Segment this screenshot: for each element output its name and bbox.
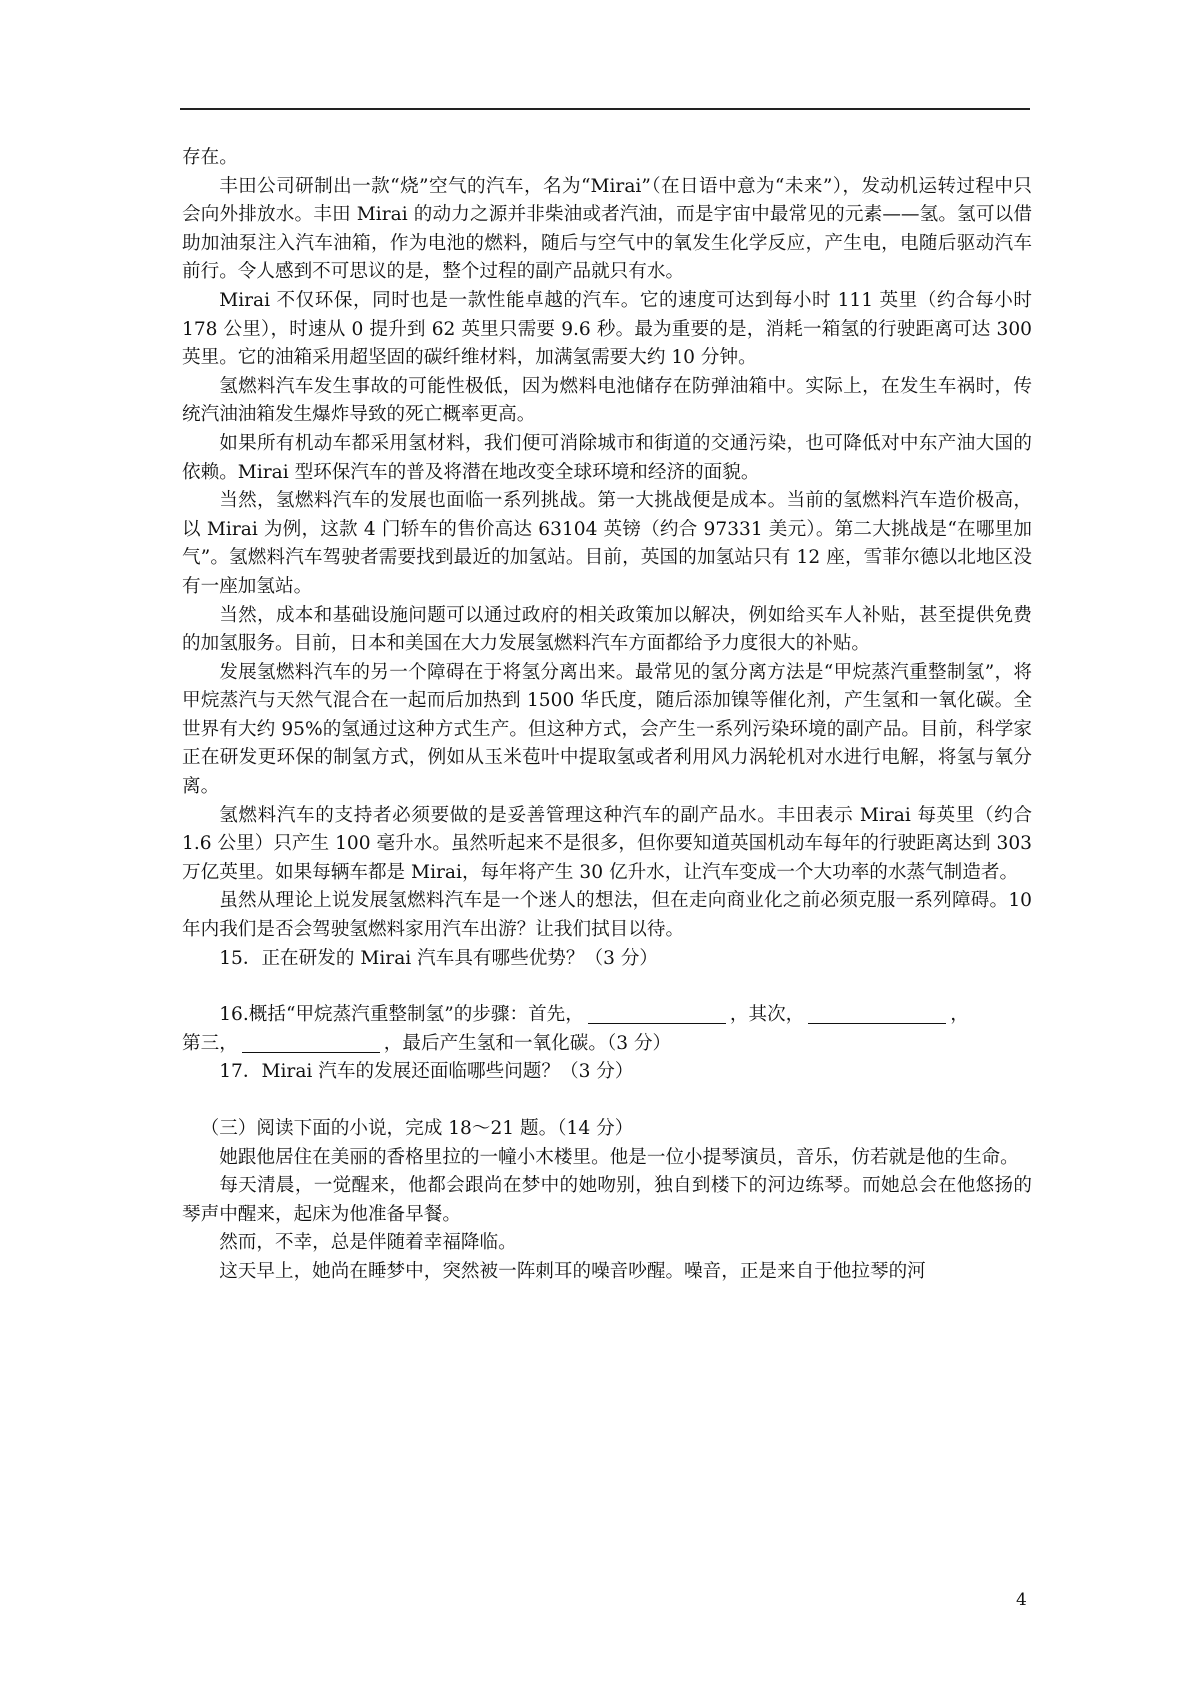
question-16 [182,1001,1032,1030]
answer-blank-2[interactable] [808,1003,946,1024]
paragraph: 当然，氢燃料汽车的发展也面临一系列挑战。第一大挑战便是成本。当前的氢燃料汽车造价极高，以 Mirai 为例，这款 4 门轿车的售价高达 63104 英镑（约合 97331 美元）。第二大挑战是“在哪里加气”。氢燃料汽车驾驶者需要找到最近的加氢站。目前，英国的加氢站只有 12 座，雪菲尔德以北地区没有一座加氢站。 [182,490,1032,597]
question-16-text: 第三， [182,1032,238,1054]
paragraph: 存在。 [182,147,238,168]
paragraph: 每天清晨，一觉醒来，他都会跟尚在梦中的她吻别，独自到楼下的河边练琴。而她总会在他悠扬的琴声中醒来，起床为他准备早餐。 [182,1175,1032,1225]
paragraph: 这天早上，她尚在睡梦中，突然被一阵刺耳的噪音吵醒。噪音，正是来自于他拉琴的河 [219,1260,926,1282]
answer-space [182,973,1032,1001]
header-rule [180,108,1030,110]
paragraph: 当然，成本和基础设施问题可以通过政府的相关政策加以解决，例如给买车人补贴，甚至提供免费的加氢服务。目前，日本和美国在大力发展氢燃料汽车方面都给予力度很大的补贴。 [182,604,1032,655]
paragraph: 如果所有机动车都采用氢材料，我们便可消除城市和街道的交通污染，也可降低对中东产油大国的依赖。Mirai 型环保汽车的普及将潜在地改变全球环境和经济的面貌。 [182,432,1032,483]
section-heading: （三）阅读下面的小说，完成 18～21 题。（14 分） [200,1118,634,1139]
paragraph: 氢燃料汽车的支持者必须要做的是妥善管理这种汽车的副产品水。丰田表示 Mirai 每英里（约合 1.6 公里）只产生 100 毫升水。虽然听起来不是很多，但你要知道英国机动车每年的行驶距离达到 303 万亿英里。如果每辆车都是 Mirai，每年将产生 30 亿升水，让汽车变成一个大功率的水蒸气制造者。 [182,804,1032,883]
answer-blank-3[interactable] [242,1032,380,1053]
question-16-text: ，其次， [729,1004,805,1026]
question-16-text: 16.概括“甲烷蒸汽重整制氢”的步骤：首先， [219,1004,584,1026]
paragraph: 发展氢燃料汽车的另一个障碍在于将氢分离出来。最常见的氢分离方法是“甲烷蒸汽重整制氢”，将甲烷蒸汽与天然气混合在一起而后加热到 1500 华氏度，随后添加镍等催化剂，产生氢和一氧化碳。全世界有大约 95%的氢通过这种方式生产。但这种方式，会产生一系列污染环境的副产品。目前，科学家正在研发更环保的制氢方式，例如从玉米苞叶中提取氢或者利用风力涡轮机对水进行电解，将氢与氧分离。 [182,661,1032,798]
paragraph: 丰田公司研制出一款“烧”空气的汽车，名为“Mirai”（在日语中意为“未来”），发动机运转过程中只会向外排放水。丰田 Mirai 的动力之源并非柴油或者汽油，而是宇宙中最常见的元素——氢。氢可以借助加油泵注入汽车油箱，作为电池的燃料，随后与空气中的氧发生化学反应，产生电，电随后驱动汽车前行。令人感到不可思议的是，整个过程的副产品就只有水。 [182,175,1032,283]
paragraph: 氢燃料汽车发生事故的可能性极低，因为燃料电池储存在防弹油箱中。实际上，在发生车祸时，传统汽油油箱发生爆炸导致的死亡概率更高。 [182,375,1032,426]
paragraph: 她跟他居住在美丽的香格里拉的一幢小木楼里。他是一位小提琴演员，音乐，仿若就是他的生命。 [219,1146,1019,1168]
document-body [182,144,1032,1287]
question-16-text: ，最后产生氢和一氧化碳。（3 分） [383,1032,672,1054]
question-15: 15．正在研发的 Mirai 汽车具有哪些优势？（3 分） [219,947,659,969]
answer-blank-1[interactable] [588,1003,726,1024]
answer-space [182,1087,1032,1115]
paragraph: 然而，不幸，总是伴随着幸福降临。 [219,1232,517,1254]
page-number: 4 [1016,1590,1027,1610]
question-16-continued [182,1030,1032,1059]
paragraph: 虽然从理论上说发展氢燃料汽车是一个迷人的想法，但在走向商业化之前必须克服一系列障碍。10 年内我们是否会驾驶氢燃料家用汽车出游？让我们拭目以待。 [182,890,1032,941]
paragraph: Mirai 不仅环保，同时也是一款性能卓越的汽车。它的速度可达到每小时 111 英里（约合每小时 178 公里），时速从 0 提升到 62 英里只需要 9.6 秒。最为重要的是，消耗一箱氢的行驶距离可达 300 英里。它的油箱采用超坚固的碳纤维材料，加满氢需要大约 10 分钟。 [182,289,1032,369]
question-17: 17．Mirai 汽车的发展还面临哪些问题？（3 分） [219,1061,634,1083]
question-16-text: ， [950,1004,969,1026]
